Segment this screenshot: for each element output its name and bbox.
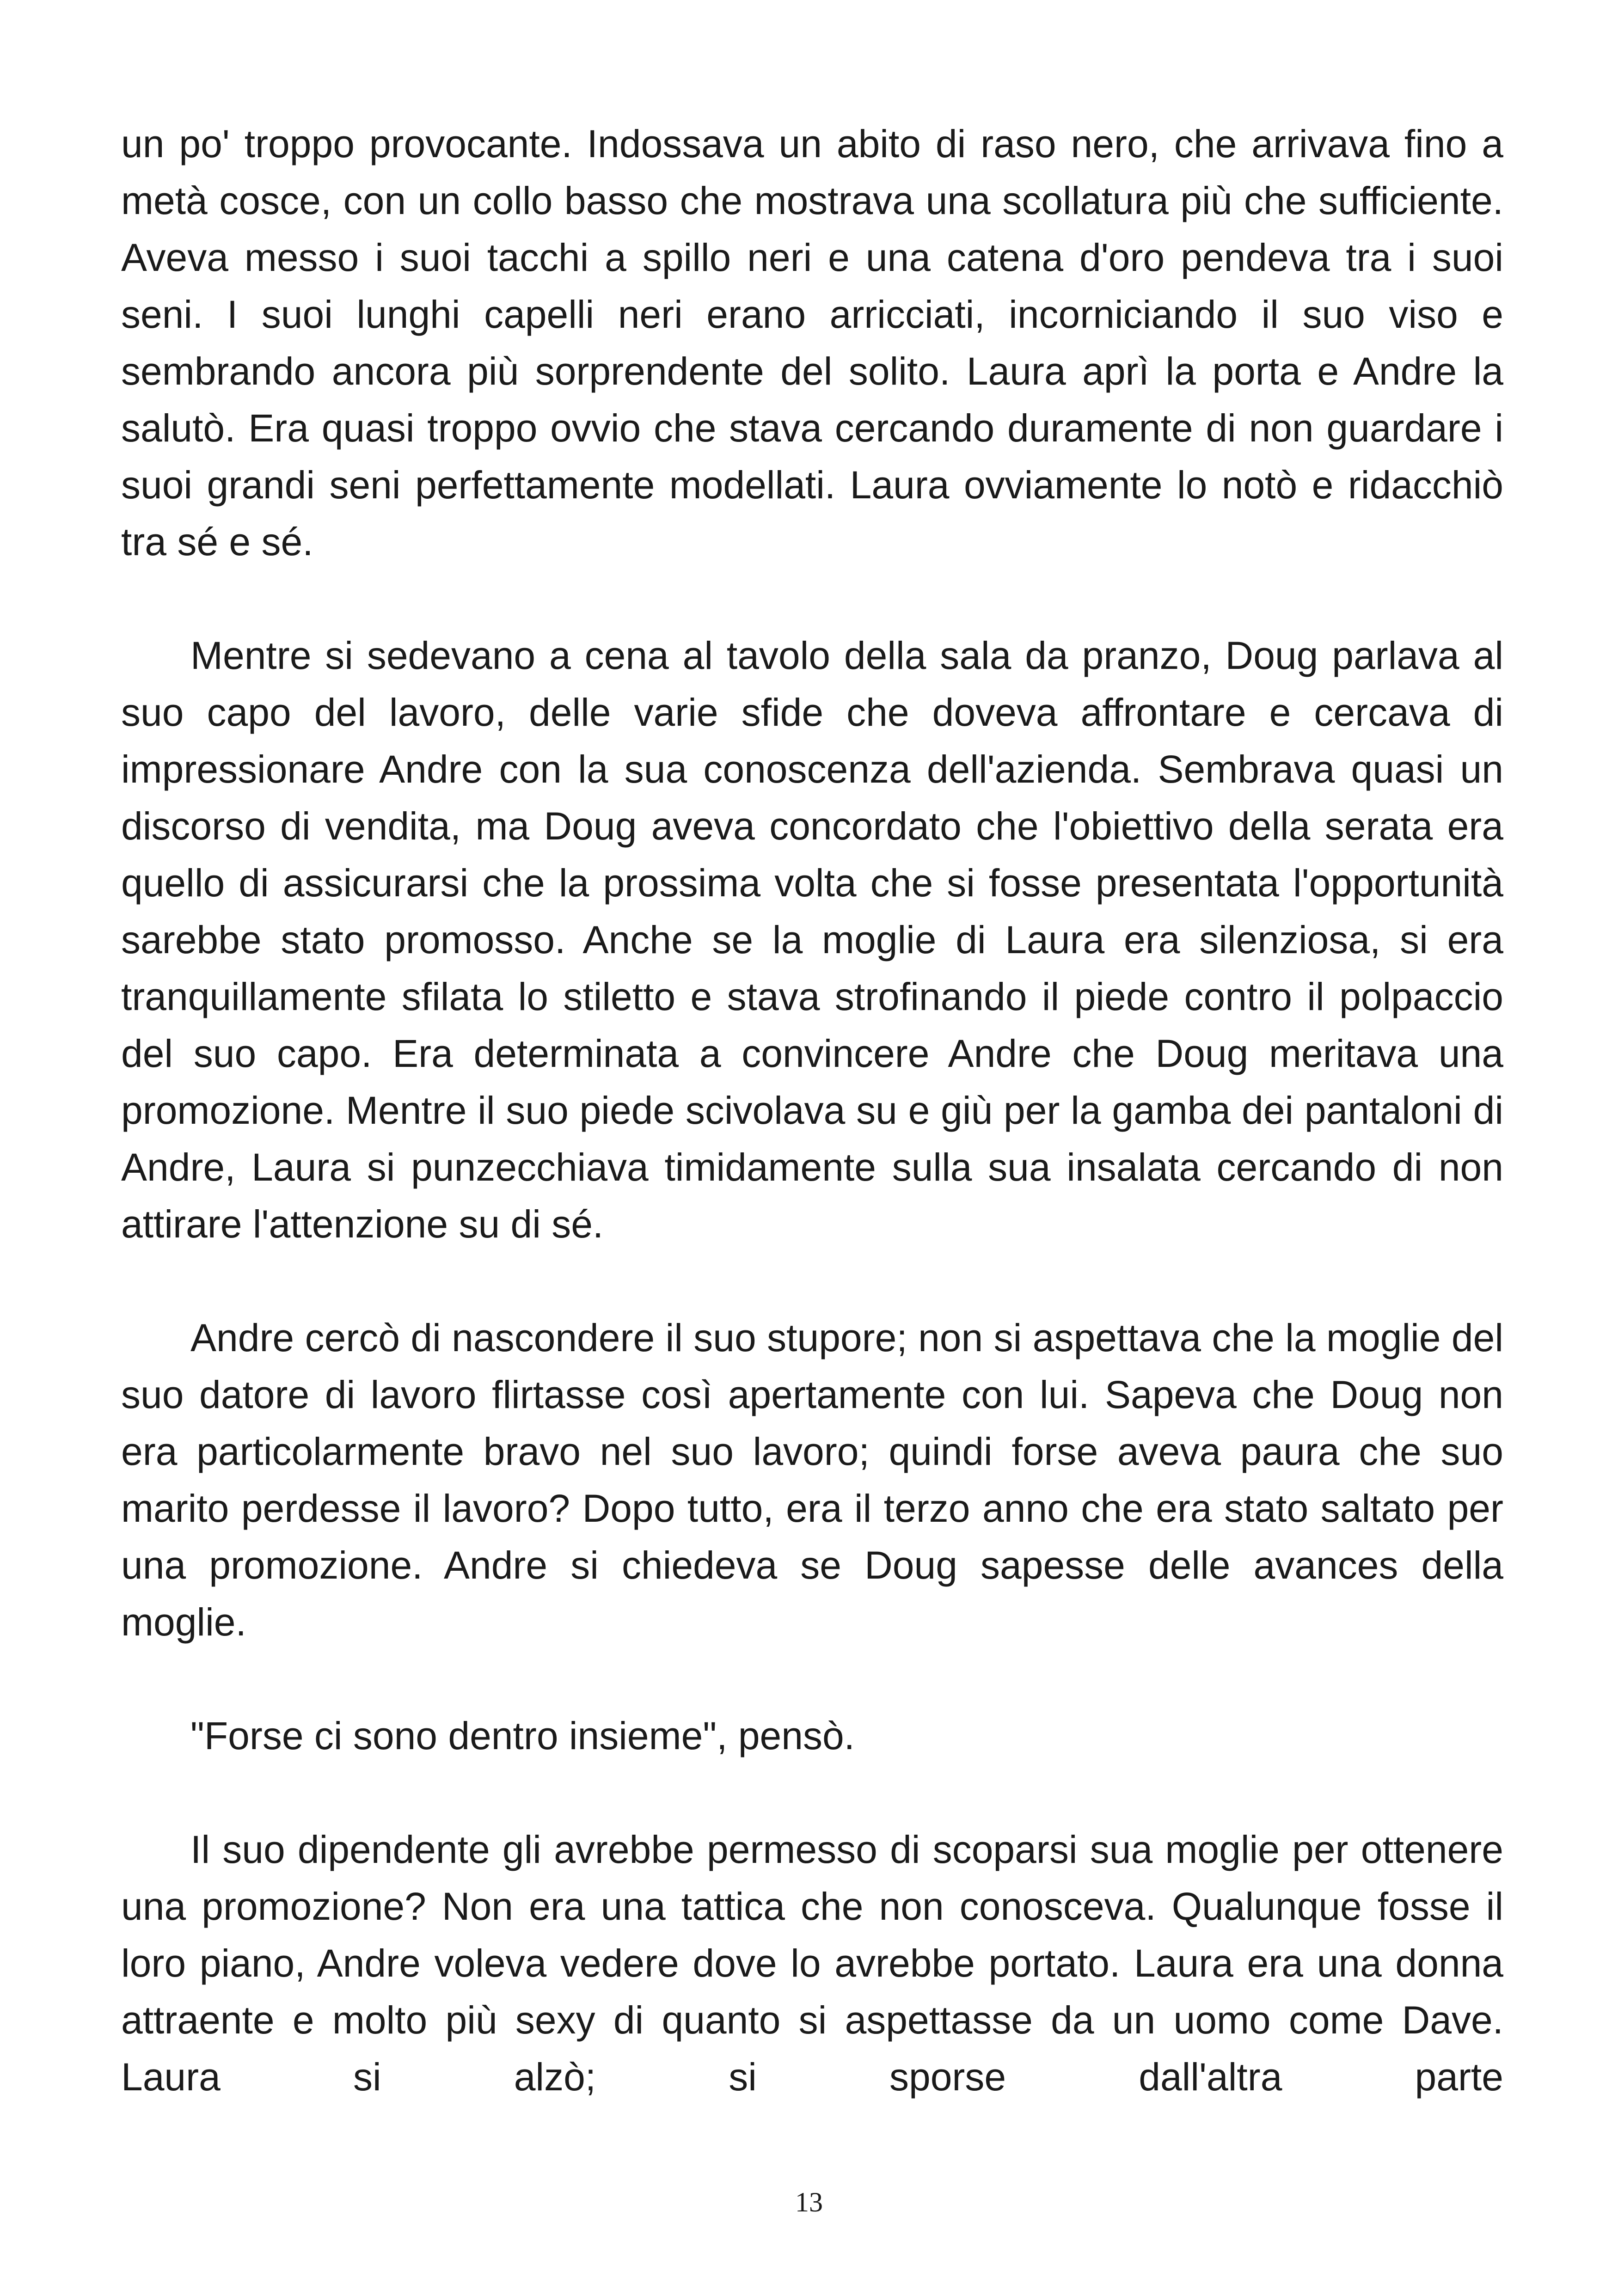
paragraph-1: un po' troppo provocante. Indossava un abito di raso nero, che arrivava fino a metà cosce, con un collo basso che mostrava una scollatura più che sufficiente. Aveva messo i suoi tacchi a spillo neri e una catena d'oro pendeva tra i suoi seni. I suoi lunghi capelli neri erano arricciati, incorniciando il suo viso e sembrando ancora più sorprendente del solito. Laura aprì la porta e Andre la salutò. Era quasi troppo ovvio che stava cercando duramente di non guardare i suoi grandi seni perfettamente modellati. Laura ovviamente lo notò e ridacchiò tra sé e sé.: [121, 122, 1503, 563]
paragraph-4: "Forse ci sono dentro insieme", pensò.: [190, 1714, 855, 1757]
body-text: [121, 116, 1503, 2106]
paragraph-5: Il suo dipendente gli avrebbe permesso di scoparsi sua moglie per ottenere una promozione? Non era una tattica che non conosceva. Qualunque fosse il loro piano, Andre voleva vedere dove lo avrebbe portato. Laura era una donna attraente e molto più sexy di quanto si aspettasse da un uomo come Dave. Laura si alzò; si sporse dall'altra parte: [121, 1828, 1503, 2099]
paragraph-3: Andre cercò di nascondere il suo stupore; non si aspettava che la moglie del suo datore di lavoro flirtasse così apertamente con lui. Sapeva che Doug non era particolarmente bravo nel suo lavoro; quindi forse aveva paura che suo marito perdesse il lavoro? Dopo tutto, era il terzo anno che era stato saltato per una promozione. Andre si chiedeva se Doug sapesse delle avances della moglie.: [121, 1316, 1503, 1644]
paragraph-2: Mentre si sedevano a cena al tavolo della sala da pranzo, Doug parlava al suo capo del lavoro, delle varie sfide che doveva affrontare e cercava di impressionare Andre con la sua conoscenza dell'azienda. Sembrava quasi un discorso di vendita, ma Doug aveva concordato che l'obiettivo della serata era quello di assicurarsi che la prossima volta che si fosse presentata l'opportunità sarebbe stato promosso. Anche se la moglie di Laura era silenziosa, si era tranquillamente sfilata lo stiletto e stava strofinando il piede contro il polpaccio del suo capo. Era determinata a convincere Andre che Doug meritava una promozione. Mentre il suo piede scivolava su e giù per la gamba dei pantaloni di Andre, Laura si punzecchiava timidamente sulla sua insalata cercando di non attirare l'attenzione su di sé.: [121, 634, 1503, 1246]
page-number: 13: [795, 2187, 823, 2217]
